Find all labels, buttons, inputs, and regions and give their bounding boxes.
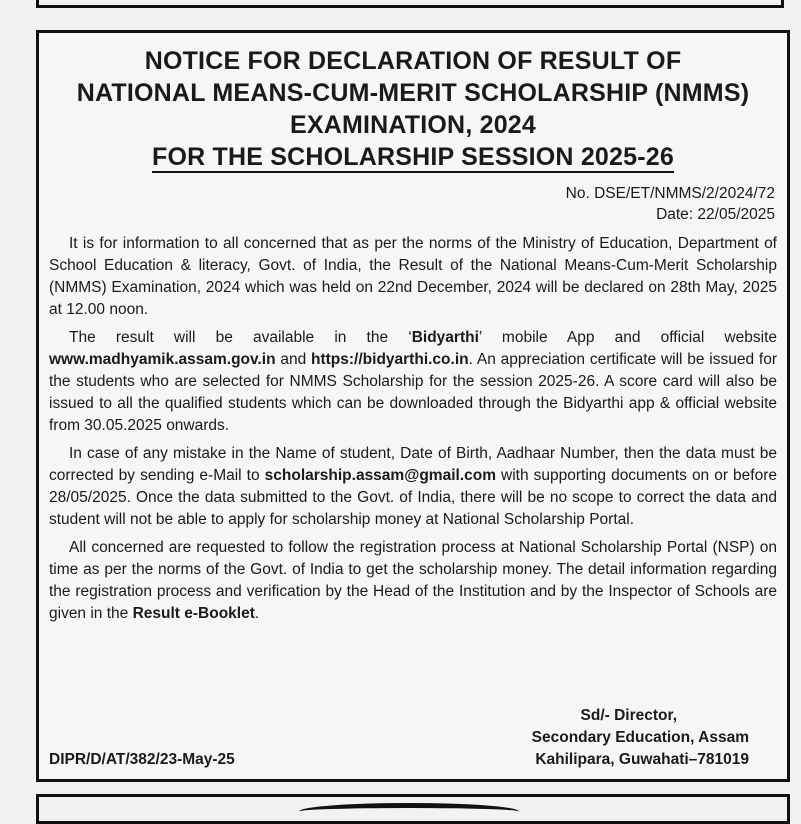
signature-line-3: Kahilipara, Guwahati–781019: [535, 751, 749, 768]
reference-number: No. DSE/ET/NMMS/2/2024/72: [565, 185, 775, 202]
app-name: Bidyarthi: [411, 329, 479, 346]
p2-text-a: The result will be available in the ‘: [69, 329, 412, 346]
p2-text-b: ’ mobile App and official website: [478, 329, 777, 346]
title-line-3: EXAMINATION, 2024: [289, 111, 537, 139]
next-notice-border: [36, 794, 790, 824]
dipr-code: DIPR/D/AT/382/23-May-25: [49, 751, 235, 768]
paragraph-3: [49, 443, 777, 531]
notice-title: [39, 45, 787, 173]
p3-text-a: In case of any mistake in the Name of student, Date of Birth, Aadhaar Number, then the data must be corrected by sending e-Mail to: [49, 445, 777, 484]
signature-line-1: Sd/- Director,: [580, 707, 677, 724]
reference-block: [566, 183, 775, 225]
notice-body: [49, 233, 777, 631]
paragraph-2: [49, 327, 777, 437]
website-link-2[interactable]: https://bidyarthi.co.in: [311, 351, 469, 368]
signature-line-2: Secondary Education, Assam: [531, 729, 749, 746]
notice-subtitle: FOR THE SCHOLARSHIP SESSION 2025-26: [152, 143, 674, 171]
result-booklet: Result e-Booklet: [132, 605, 255, 622]
signature-block: [532, 705, 749, 771]
p4-text-b: .: [254, 605, 260, 622]
notice-date: Date: 22/05/2025: [656, 206, 775, 223]
p2-text-c: and: [275, 351, 312, 368]
p4-text-a: All concerned are requested to follow the registration process at National Scholarship Portal (NSP) on time as per the norms of the Govt. of India to get the scholarship money. The detail information regarding the registration process and verification by the Head of the Institution and by the Inspector of Schools are given in the: [49, 539, 777, 622]
website-link-1[interactable]: www.madhyamik.assam.gov.in: [49, 351, 276, 368]
title-line-2: NATIONAL MEANS-CUM-MERIT SCHOLARSHIP (NMMS): [76, 79, 750, 107]
paragraph-1: It is for information to all concerned that as per the norms of the Ministry of Education, Department of School Education & literacy, Govt. of India, the Result of the National Means-Cum-Merit Scholarship (NMMS) Examination, 2024 which was held on 22nd December, 2024 will be declared on 28th May, 2025 at 12.00 noon.: [49, 235, 777, 318]
paragraph-4: [49, 537, 777, 625]
previous-notice-border: [36, 0, 784, 8]
email-link[interactable]: scholarship.assam@gmail.com: [264, 467, 496, 484]
p2-text-d: . An appreciation certificate will be issued for the students who are selected for NMMS Scholarship for the session 2025-26. A score card will also be issued to all the qualified students which can be downloaded through the Bidyarthi app & official website from 30.05.2025 onwards.: [49, 351, 777, 434]
p3-text-b: with supporting documents on or before 28/05/2025. Once the data submitted to the Govt. of India, there will be no scope to correct the data and student will not be able to apply for scholarship money at National Scholarship Portal.: [49, 467, 778, 528]
notice-box: [36, 30, 790, 782]
title-line-1: NOTICE FOR DECLARATION OF RESULT OF: [144, 47, 682, 75]
